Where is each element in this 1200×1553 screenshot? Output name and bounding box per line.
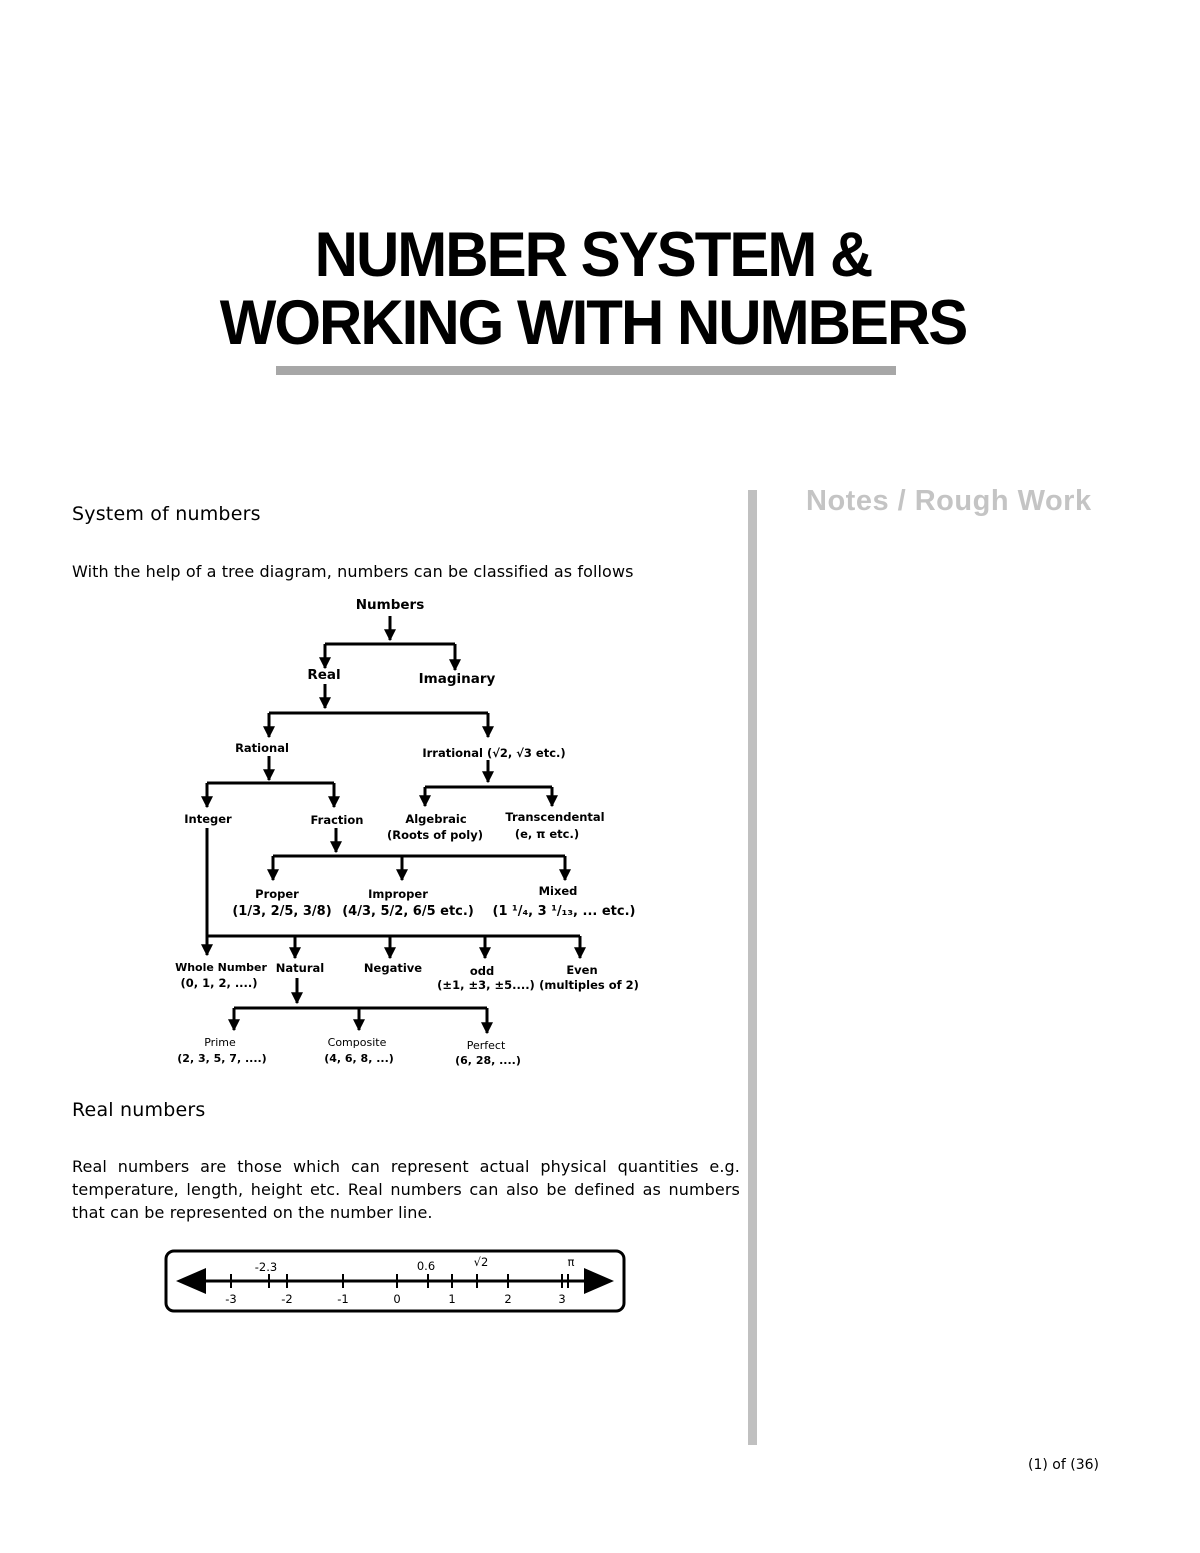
node-odd: odd xyxy=(469,964,495,978)
point-label-0-6: 0.6 xyxy=(416,1259,436,1273)
node-whole-number-examples: (0, 1, 2, ....) xyxy=(180,976,258,990)
point-label-sqrt2: √2 xyxy=(473,1255,489,1269)
tick-label-neg2: -2 xyxy=(281,1292,293,1306)
node-algebraic: Algebraic xyxy=(405,812,467,826)
node-perfect: Perfect xyxy=(466,1039,506,1052)
node-algebraic-examples: (Roots of poly) xyxy=(387,828,483,842)
node-irrational: Irrational (√2, √3 etc.) xyxy=(422,746,566,760)
node-real: Real xyxy=(307,667,341,683)
page-title-line-1: NUMBER SYSTEM & xyxy=(314,219,872,290)
node-mixed: Mixed xyxy=(538,884,578,898)
node-rational: Rational xyxy=(235,741,289,755)
node-composite: Composite xyxy=(327,1036,387,1049)
number-line-right-arrow xyxy=(584,1268,614,1294)
node-improper-examples: (4/3, 5/2, 6/5 etc.) xyxy=(342,904,474,919)
node-even-examples: (multiples of 2) xyxy=(539,978,639,992)
tick-label-neg1: -1 xyxy=(337,1292,349,1306)
node-natural: Natural xyxy=(275,961,325,975)
node-even: Even xyxy=(566,963,598,977)
node-transcendental: Transcendental xyxy=(505,810,605,824)
tick-label-3: 3 xyxy=(558,1292,566,1306)
node-numbers: Numbers xyxy=(355,597,425,613)
system-of-numbers-heading: System of numbers xyxy=(72,503,261,525)
real-numbers-heading: Real numbers xyxy=(72,1099,206,1121)
real-numbers-paragraph: Real numbers are those which can represent actual physical quantities e.g. temperature, length, height etc. Real numbers can also be defined as numbers that can be represented on the number line. xyxy=(72,1157,740,1222)
page-title-line-2: WORKING WITH NUMBERS xyxy=(219,287,967,358)
node-proper: Proper xyxy=(255,887,299,901)
node-whole-number: Whole Number xyxy=(175,961,267,974)
node-integer: Integer xyxy=(184,812,232,826)
node-improper: Improper xyxy=(368,887,428,901)
tick-label-0: 0 xyxy=(393,1292,401,1306)
node-composite-examples: (4, 6, 8, ...) xyxy=(324,1052,394,1065)
point-label-pi: π xyxy=(567,1255,575,1269)
point-label-neg2-3: -2.3 xyxy=(254,1260,278,1274)
tick-label-1: 1 xyxy=(448,1292,456,1306)
tick-label-neg3: -3 xyxy=(225,1292,237,1306)
sidebar-divider xyxy=(748,490,757,1445)
node-negative: Negative xyxy=(363,961,423,975)
node-mixed-examples: (1 ¹/₄, 3 ¹/₁₃, ... etc.) xyxy=(492,904,636,919)
system-intro-text: With the help of a tree diagram, numbers can be classified as follows xyxy=(72,562,634,581)
number-line xyxy=(166,1251,624,1311)
node-proper-examples: (1/3, 2/5, 3/8) xyxy=(232,904,332,919)
page-number: (1) of (36) xyxy=(1028,1457,1099,1473)
node-transcendental-examples: (e, π etc.) xyxy=(514,827,580,841)
node-imaginary: Imaginary xyxy=(418,671,496,687)
notes-rough-work-label: Notes / Rough Work xyxy=(806,485,1092,517)
node-odd-examples: (±1, ±3, ±5....) xyxy=(437,978,535,992)
number-line-left-arrow xyxy=(176,1268,206,1294)
node-fraction: Fraction xyxy=(310,813,364,827)
node-perfect-examples: (6, 28, ....) xyxy=(455,1054,521,1067)
node-prime: Prime xyxy=(204,1036,236,1049)
node-prime-examples: (2, 3, 5, 7, ....) xyxy=(177,1052,267,1065)
tick-label-2: 2 xyxy=(504,1292,512,1306)
